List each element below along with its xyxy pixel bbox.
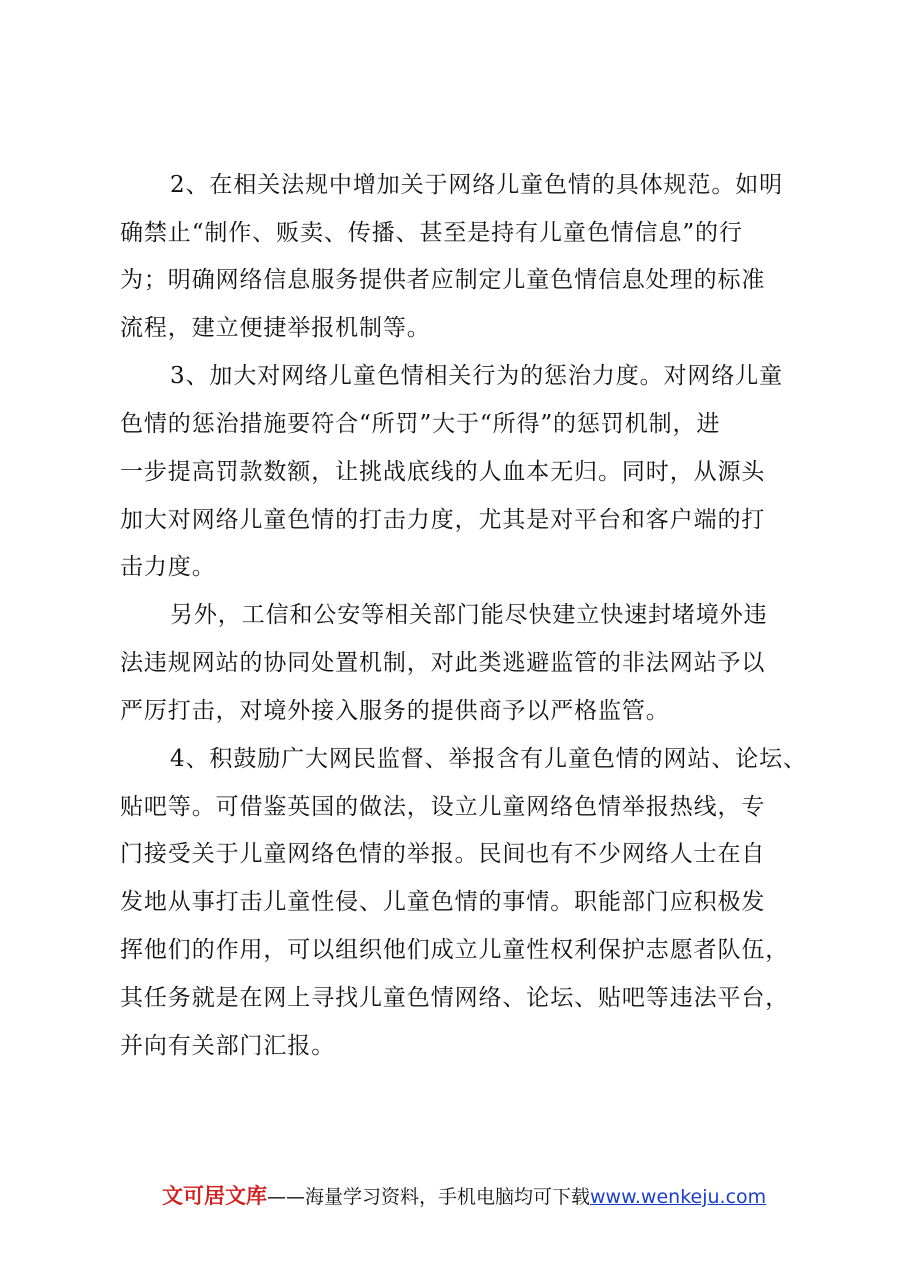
paragraph-4-line-2: 贴吧等。可借鉴英国的做法，设立儿童网络色情举报热线，专 — [120, 794, 766, 820]
paragraph-4-line-5: 挥他们的作用，可以组织他们成立儿童性权利保护志愿者队伍， — [120, 937, 790, 963]
paragraph-4-line-7: 并向有关部门汇报。 — [120, 1033, 336, 1059]
paragraph-extra-line-2: 法违规网站的协同处置机制，对此类逃避监管的非法网站予以 — [120, 650, 766, 676]
paragraph-3-line-5: 击力度。 — [120, 554, 216, 580]
footer-website-link[interactable]: www.wenkeju.com — [590, 1186, 767, 1208]
paragraph-3-line-2: 色情的惩治措施要符合“所罚”大于“所得”的惩罚机制，进 — [120, 411, 721, 437]
paragraph-3-line-1: 3、加大对网络儿童色情相关行为的惩治力度。对网络儿童 — [170, 363, 784, 389]
paragraph-extra-line-1: 另外，工信和公安等相关部门能尽快建立快速封堵境外违 — [170, 602, 768, 628]
paragraph-2-line-2: 确禁止“制作、贩卖、传播、甚至是持有儿童色情信息”的行 — [120, 220, 743, 246]
paragraph-extra-line-3: 严厉打击，对境外接入服务的提供商予以严格监管。 — [120, 698, 670, 724]
paragraph-3-line-3: 一步提高罚款数额，让挑战底线的人血本无归。同时，从源头 — [120, 459, 766, 485]
footer-brand: 文可居文库 — [162, 1184, 267, 1208]
paragraph-4-line-6: 其任务就是在网上寻找儿童色情网络、论坛、贴吧等违法平台， — [120, 985, 790, 1011]
footer-banner — [162, 1181, 766, 1211]
paragraph-2-line-1: 2、在相关法规中增加关于网络儿童色情的具体规范。如明 — [170, 172, 784, 198]
paragraph-3-line-4: 加大对网络儿童色情的打击力度，尤其是对平台和客户端的打 — [120, 507, 766, 533]
paragraph-2-line-4: 流程，建立便捷举报机制等。 — [120, 315, 431, 341]
paragraph-4-line-4: 发地从事打击儿童性侵、儿童色情的事情。职能部门应积极发 — [120, 889, 766, 915]
paragraph-2-line-3: 为；明确网络信息服务提供者应制定儿童色情信息处理的标准 — [120, 267, 766, 293]
paragraph-4-line-1: 4、积鼓励广大网民监督、举报含有儿童色情的网站、论坛、 — [170, 746, 807, 772]
paragraph-4-line-3: 门接受关于儿童网络色情的举报。民间也有不少网络人士在自 — [120, 841, 766, 867]
footer-slogan: ——海量学习资料，手机电脑均可下载 — [267, 1186, 591, 1208]
